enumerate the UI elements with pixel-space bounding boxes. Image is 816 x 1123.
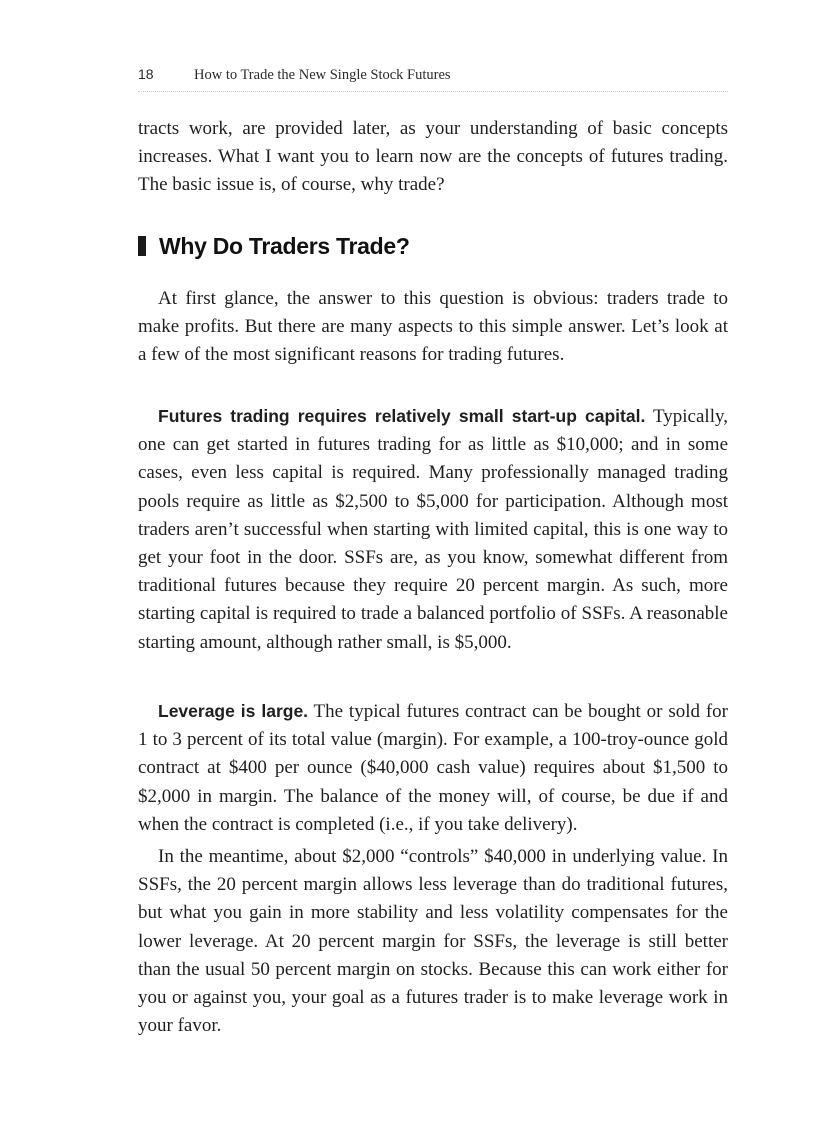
running-head [138,66,728,88]
reason-lead-in-capital: Futures trading requires relatively small start-up capital. [158,406,646,426]
reason-text-leverage: The typical futures contract can be bought or sold for 1 to 3 percent of its total value (margin). For example, a 100-troy-ounce gold contract at $400 per ounce ($40,000 cash value) requires about $1,500 to $2,000 in margin. The balance of the money will, of course, be due if and when the contract is completed (i.e., if you take delivery). [138,701,728,835]
reason-lead-in-leverage: Leverage is large. [158,701,309,721]
leverage-continuation-paragraph: In the meantime, about $2,000 “controls” $40,000 in underlying value. In SSFs, the 20 percent margin allows less leverage than do traditional futures, but what you gain in more stability and less volatility compensates for the lower leverage. At 20 percent margin for SSFs, the leverage is still better than the usual 50 percent margin on stocks. Because this can work either for you or against you, your goal as a futures trader is to make leverage work in your favor. [138,846,728,1037]
section-intro-paragraph: At first glance, the answer to this question is obvious: traders trade to make profits. But there are many aspects to this simple answer. Let’s look at a few of the most significant reasons for trading futures. [138,288,728,366]
reason-text-capital: Typically, one can get started in futures trading for as little as $10,000; and in some cases, even less capital is required. Many professionally managed trading pools require as little as $2,500 to $5,000 for participation. Although most traders aren’t successful when starting with limited capital, this is one way to get your foot in the door. SSFs are, as you know, somewhat different from traditional futures because they require 20 percent margin. As such, more starting capital is required to trade a balanced portfolio of SSFs. A reasonable starting amount, although rather small, is $5,000. [138,406,728,653]
book-title: How to Trade the New Single Stock Futures [194,67,451,83]
section-heading-text: Why Do Traders Trade? [159,233,410,259]
reason-paragraph-leverage [138,697,728,839]
section-heading [138,233,410,260]
page-number: 18 [138,66,154,82]
opening-paragraph: tracts work, are provided later, as your understanding of basic concepts increases. What I want you to learn now are the concepts of futures trading. The basic issue is, of course, why trade? [138,118,728,196]
reason-paragraph-capital [138,402,728,657]
square-bullet-icon [138,236,146,256]
header-divider [138,91,728,92]
